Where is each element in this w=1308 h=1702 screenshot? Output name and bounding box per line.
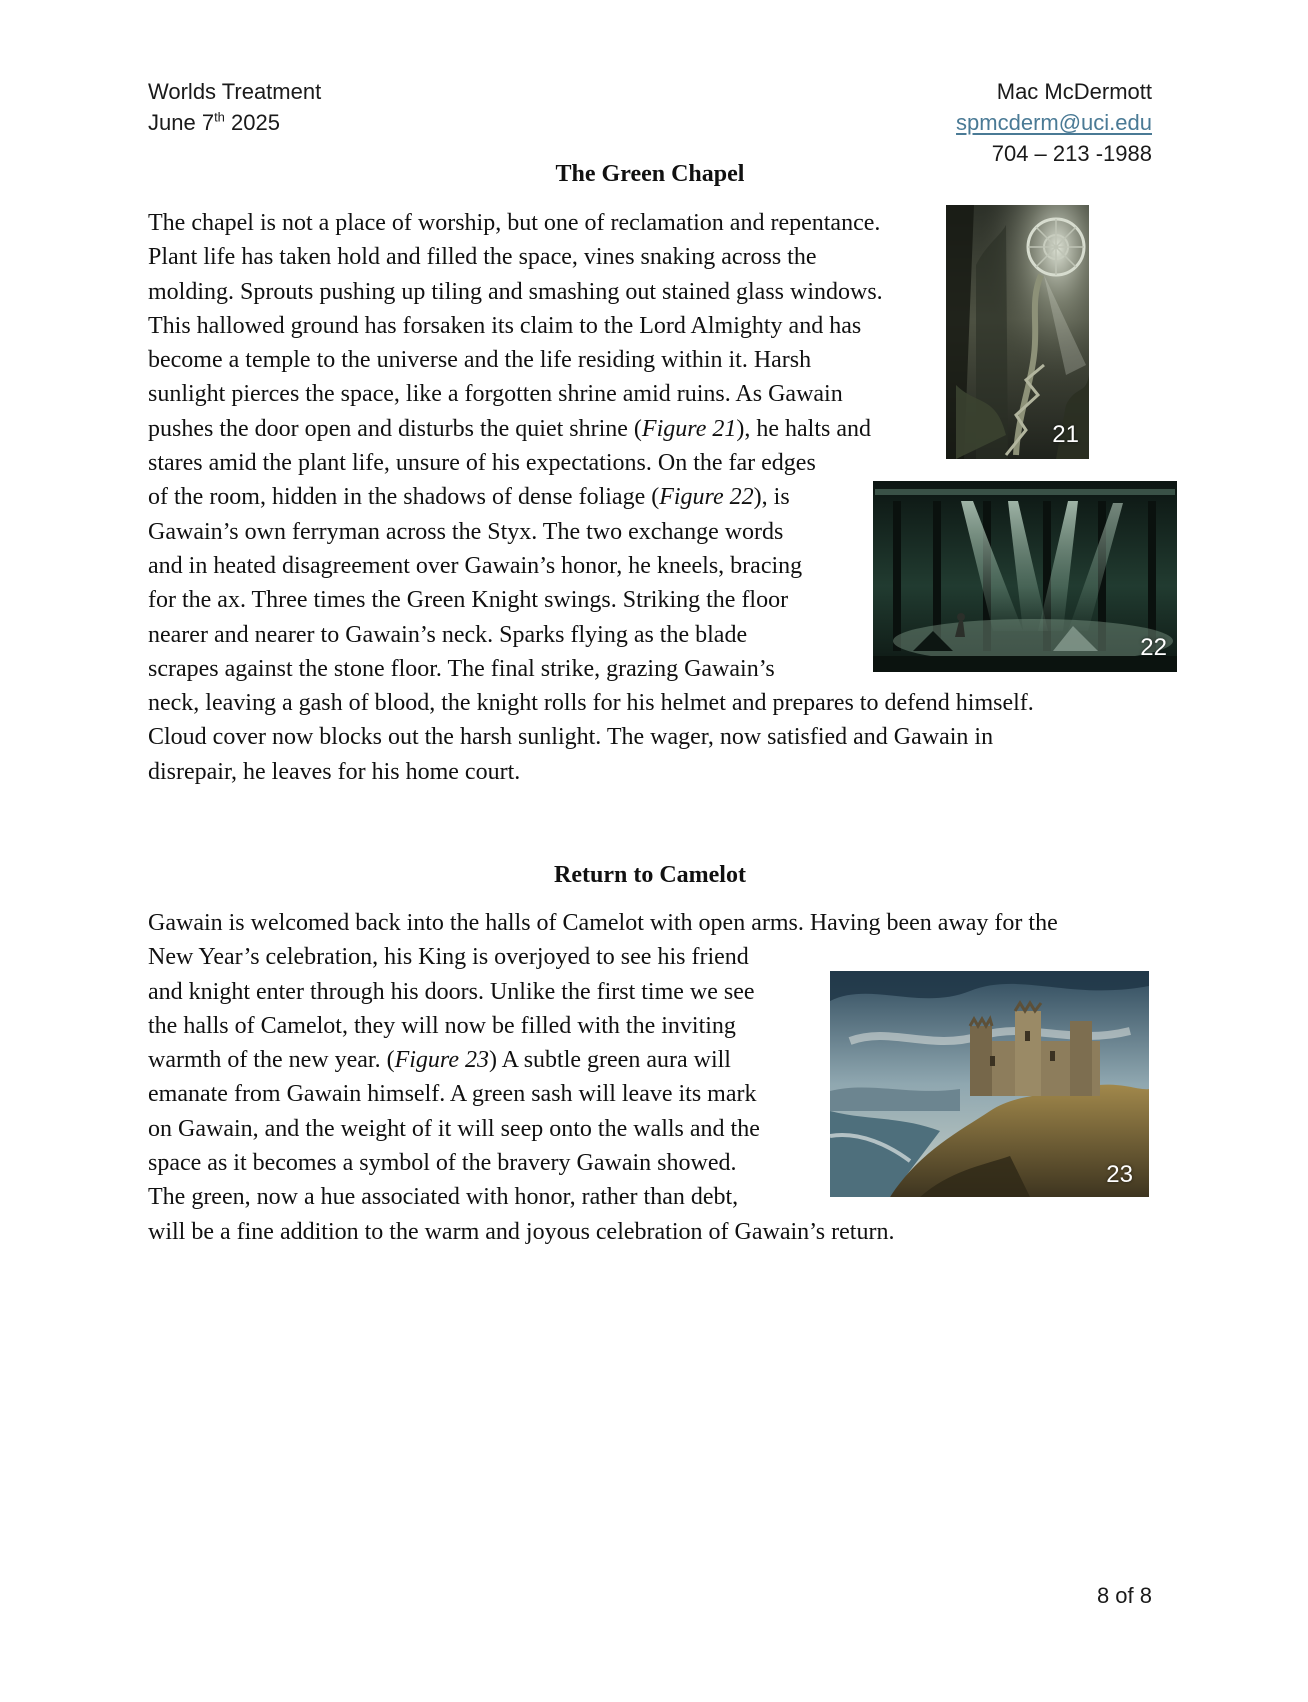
body-line: for the ax. Three times the Green Knight swings. Striking the floor: [148, 587, 789, 614]
figure-reference: Figure 21: [641, 415, 737, 442]
body-line: space as it becomes a symbol of the bravery Gawain showed.: [148, 1150, 737, 1177]
body-line: neck, leaving a gash of blood, the knight rolls for his helmet and prepares to defend himself.: [148, 690, 1034, 717]
figure-number: 22: [1140, 634, 1167, 661]
document-date: [148, 107, 321, 138]
body-line: New Year’s celebration, his King is overjoyed to see his friend: [148, 944, 749, 971]
figure-22-image: [873, 481, 1177, 672]
figure-number: 21: [1052, 421, 1079, 448]
header-right: [956, 76, 1152, 169]
document-title: Worlds Treatment: [148, 79, 322, 104]
header-left: [148, 76, 321, 138]
body-text-fragment: ), he halts and: [736, 415, 871, 442]
body-line: This hallowed ground has forsaken its claim to the Lord Almighty and has: [148, 312, 862, 339]
section-heading-green-chapel: The Green Chapel: [555, 161, 745, 187]
body-line: sunlight pierces the space, like a forgotten shrine amid ruins. As Gawain: [148, 381, 843, 408]
body-line: Gawain is welcomed back into the halls of Camelot with open arms. Having been away for the: [148, 910, 1058, 936]
body-line: become a temple to the universe and the life residing within it. Harsh: [148, 347, 812, 374]
figure-21-image: [946, 205, 1089, 459]
section-heading-return-to-camelot: Return to Camelot: [554, 862, 746, 888]
email-link[interactable]: spmcderm@uci.edu: [956, 110, 1152, 135]
body-line: Plant life has taken hold and filled the space, vines snaking across the: [148, 244, 817, 271]
figure-reference: Figure 22: [659, 484, 754, 511]
figure-number: 23: [1106, 1161, 1133, 1188]
figure-reference: Figure 23: [394, 1047, 490, 1074]
figure-23-image: [830, 971, 1149, 1197]
body-line: emanate from Gawain himself. A green sash will leave its mark: [148, 1081, 757, 1108]
body-line: Gawain’s own ferryman across the Styx. The two exchange words: [148, 518, 784, 545]
date-year: 2025: [224, 110, 280, 135]
body-line: molding. Sprouts pushing up tiling and smashing out stained glass windows.: [148, 278, 883, 305]
body-line: and knight enter through his doors. Unlike the first time we see: [148, 978, 755, 1005]
body-line: and in heated disagreement over Gawain’s honor, he kneels, bracing: [148, 552, 803, 579]
body-line: disrepair, he leaves for his home court.: [148, 758, 521, 785]
body-text-fragment: ), is: [753, 484, 790, 511]
body-line: nearer and nearer to Gawain’s neck. Sparks flying as the blade: [148, 621, 748, 648]
body-text-fragment: warmth of the new year. (: [148, 1047, 395, 1074]
body-line: The green, now a hue associated with honor, rather than debt,: [148, 1184, 739, 1211]
body-text-fragment: ) A subtle green aura will: [489, 1047, 731, 1074]
body-text-fragment: of the room, hidden in the shadows of dense foliage (: [148, 484, 660, 511]
date-ordinal: th: [214, 109, 225, 125]
phone-number: 704 – 213 -1988: [991, 141, 1152, 166]
body-line: The chapel is not a place of worship, but one of reclamation and repentance.: [148, 210, 881, 236]
body-line: Cloud cover now blocks out the harsh sunlight. The wager, now satisfied and Gawain in: [148, 724, 994, 751]
page-number: 8 of 8: [1096, 1583, 1152, 1608]
body-line: will be a fine addition to the warm and joyous celebration of Gawain’s return.: [148, 1218, 895, 1245]
body-line: stares amid the plant life, unsure of his expectations. On the far edges: [148, 450, 816, 477]
body-line: scrapes against the stone floor. The final strike, grazing Gawain’s: [148, 655, 775, 682]
body-line: the halls of Camelot, they will now be filled with the inviting: [148, 1012, 736, 1039]
author-name: Mac McDermott: [996, 79, 1152, 104]
date-prefix: June 7: [148, 110, 215, 135]
body-line: on Gawain, and the weight of it will seep onto the walls and the: [148, 1115, 760, 1142]
body-text-fragment: pushes the door open and disturbs the quiet shrine (: [148, 415, 642, 442]
